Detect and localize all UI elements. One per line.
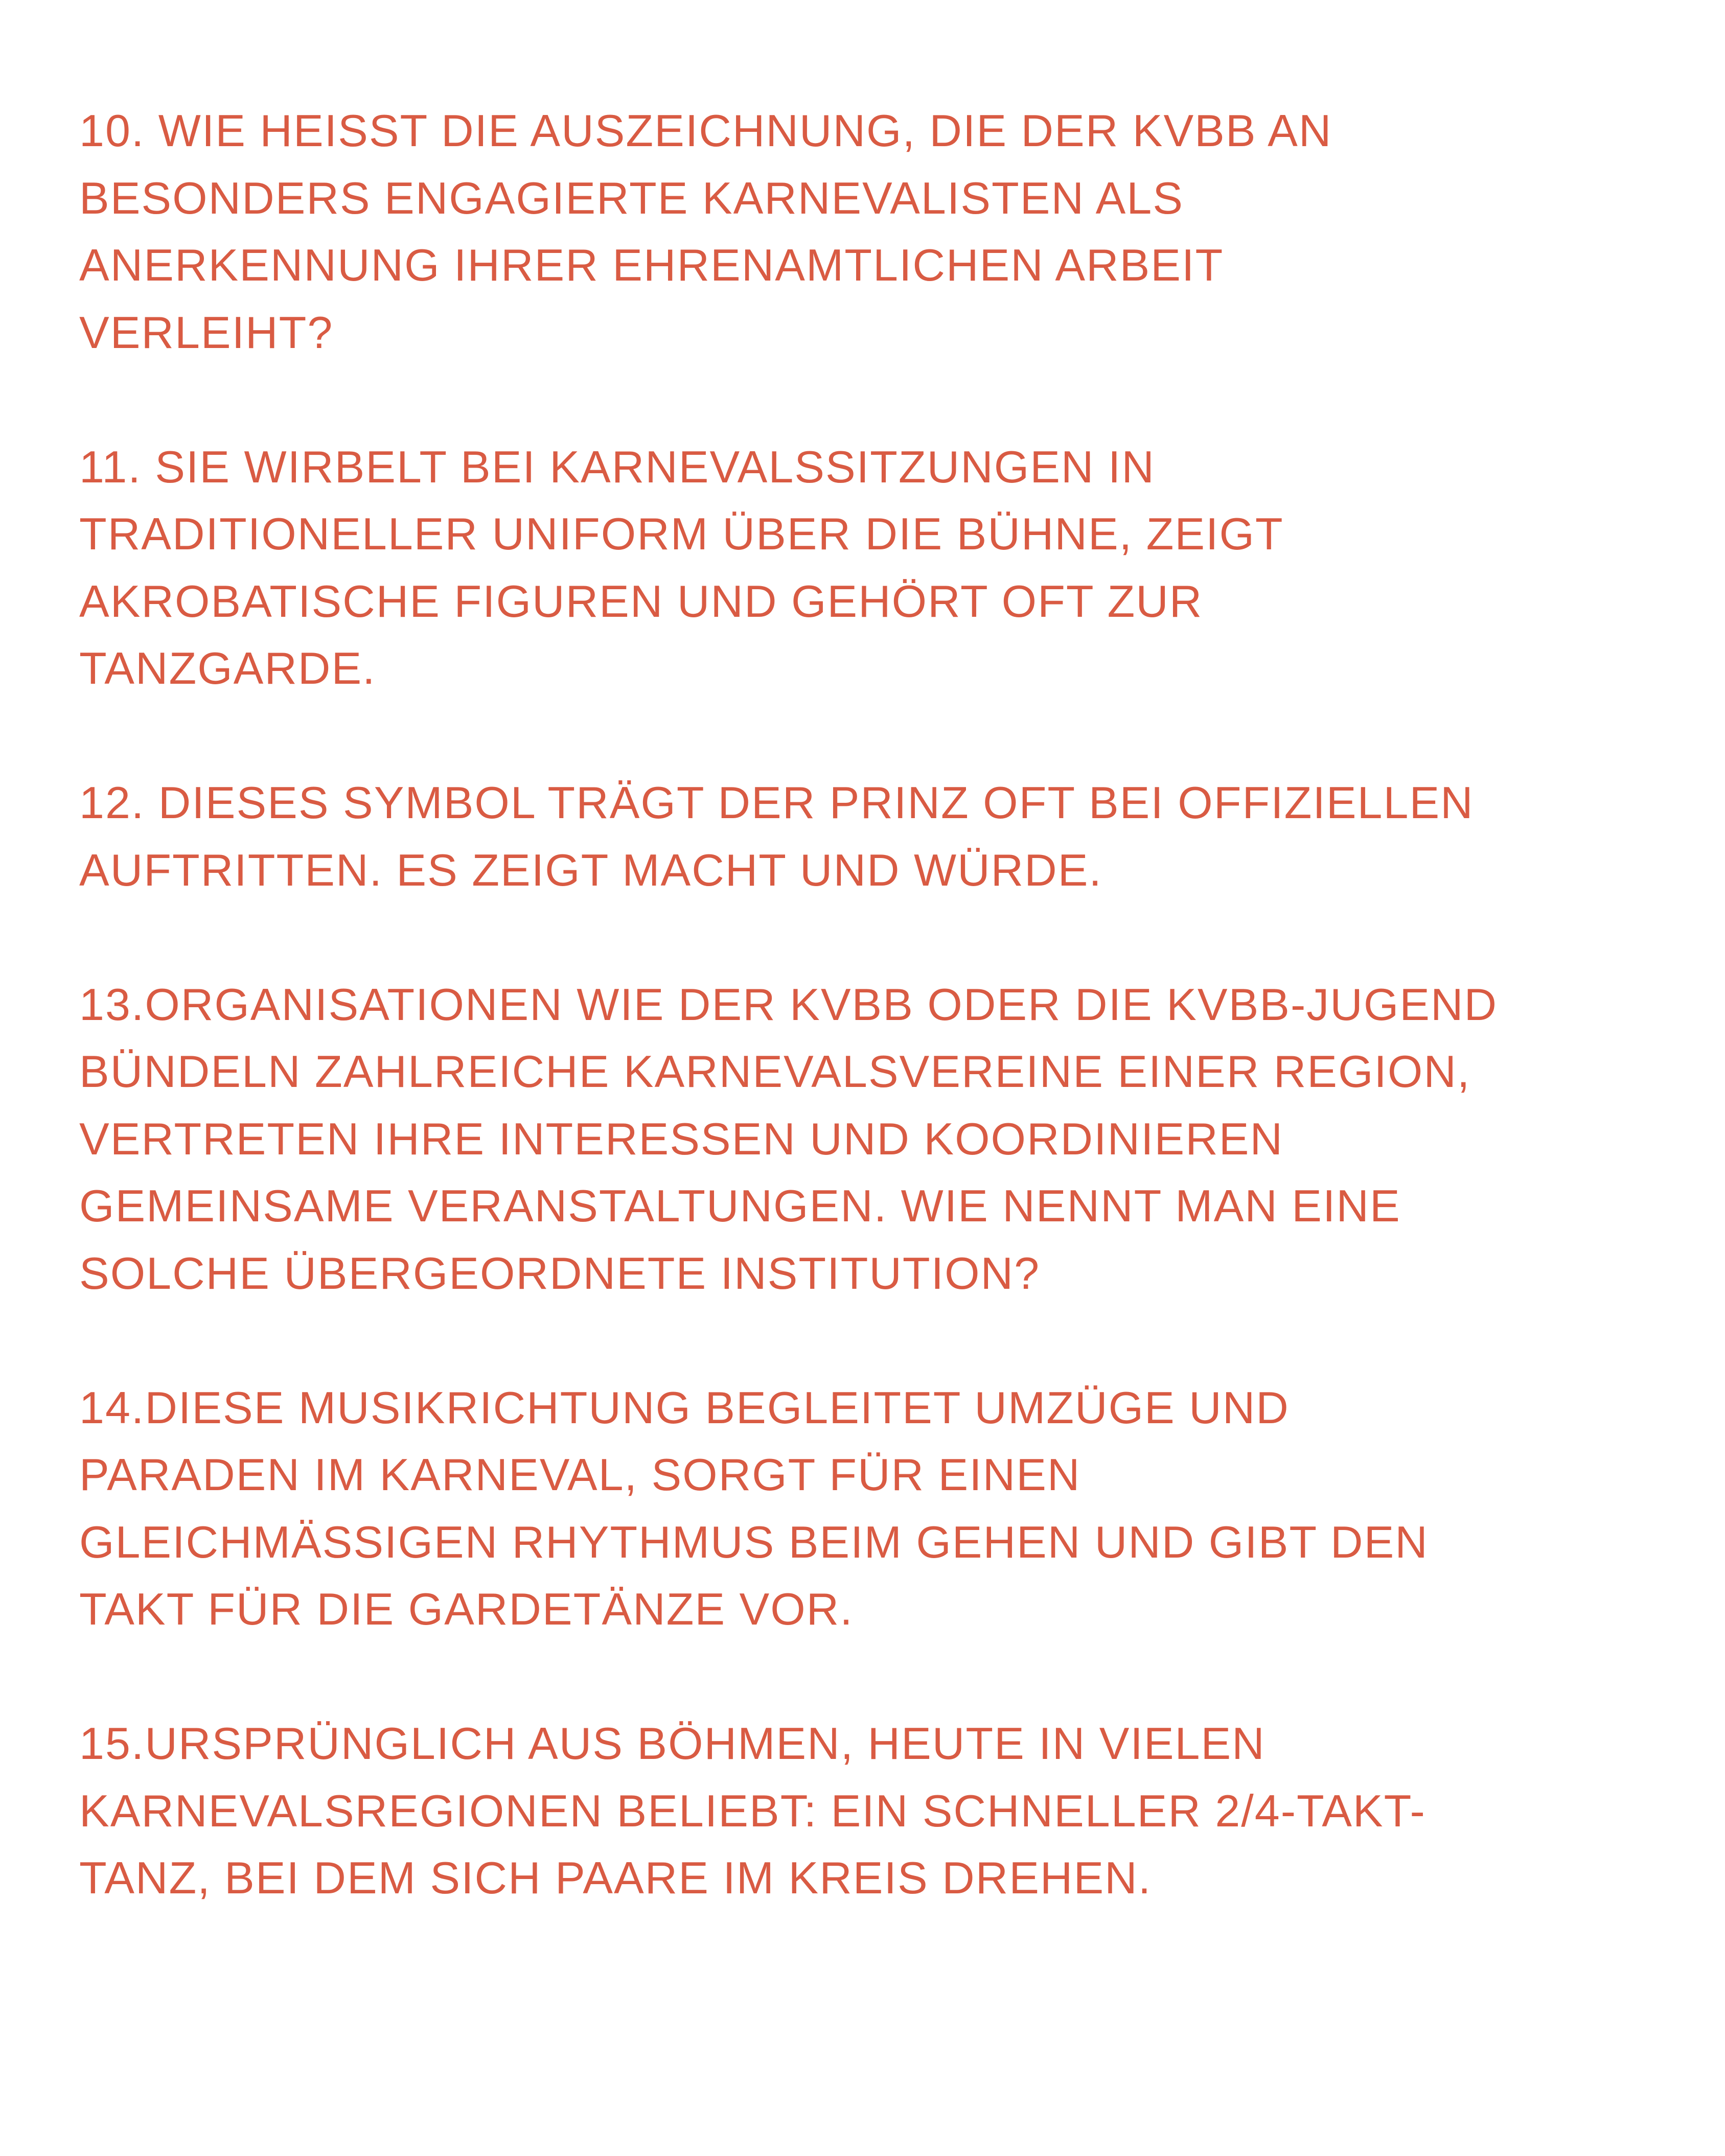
- question-13: [79, 971, 1689, 1307]
- quiz-questions: [79, 97, 1689, 1979]
- question-line: 13.ORGANISATIONEN WIE DER KVBB ODER DIE KVBB-JUGEND: [79, 979, 1498, 1030]
- question-12: [79, 769, 1689, 903]
- question-15: [79, 1710, 1689, 1912]
- question-line: KARNEVALSREGIONEN BELIEBT: EIN SCHNELLER 2/4-TAKT-: [79, 1785, 1426, 1836]
- question-line: BÜNDELN ZAHLREICHE KARNEVALSVEREINE EINER REGION,: [79, 1046, 1471, 1097]
- question-line: BESONDERS ENGAGIERTE KARNEVALISTEN ALS: [79, 172, 1184, 223]
- question-line: ANERKENNUNG IHRER EHRENAMTLICHEN ARBEIT: [79, 240, 1224, 290]
- question-line: 11. SIE WIRBELT BEI KARNEVALSSITZUNGEN IN: [79, 441, 1155, 492]
- question-line: GEMEINSAME VERANSTALTUNGEN. WIE NENNT MAN EINE: [79, 1180, 1401, 1231]
- question-line: 10. WIE HEISST DIE AUSZEICHNUNG, DIE DER KVBB AN: [79, 105, 1332, 156]
- question-line: TANZGARDE.: [79, 643, 376, 693]
- question-line: TANZ, BEI DEM SICH PAARE IM KREIS DREHEN.: [79, 1852, 1152, 1903]
- question-10: [79, 97, 1689, 366]
- question-line: 12. DIESES SYMBOL TRÄGT DER PRINZ OFT BEI OFFIZIELLEN: [79, 777, 1474, 828]
- question-line: AKROBATISCHE FIGUREN UND GEHÖRT OFT ZUR: [79, 575, 1203, 627]
- question-line: 15.URSPRÜNGLICH AUS BÖHMEN, HEUTE IN VIELEN: [79, 1718, 1266, 1769]
- question-14: [79, 1374, 1689, 1643]
- question-line: VERLEIHT?: [79, 307, 334, 358]
- question-line: SOLCHE ÜBERGEORDNETE INSTITUTION?: [79, 1247, 1041, 1299]
- question-line: 14.DIESE MUSIKRICHTUNG BEGLEITET UMZÜGE UND: [79, 1382, 1290, 1433]
- question-line: PARADEN IM KARNEVAL, SORGT FÜR EINEN: [79, 1449, 1081, 1500]
- question-line: VERTRETEN IHRE INTERESSEN UND KOORDINIEREN: [79, 1113, 1284, 1164]
- question-11: [79, 433, 1689, 702]
- question-line: GLEICHMÄSSIGEN RHYTHMUS BEIM GEHEN UND GIBT DEN: [79, 1516, 1429, 1567]
- question-line: AUFTRITTEN. ES ZEIGT MACHT UND WÜRDE.: [79, 844, 1102, 895]
- question-line: TAKT FÜR DIE GARDETÄNZE VOR.: [79, 1584, 854, 1634]
- question-line: TRADITIONELLER UNIFORM ÜBER DIE BÜHNE, ZEIGT: [79, 508, 1284, 559]
